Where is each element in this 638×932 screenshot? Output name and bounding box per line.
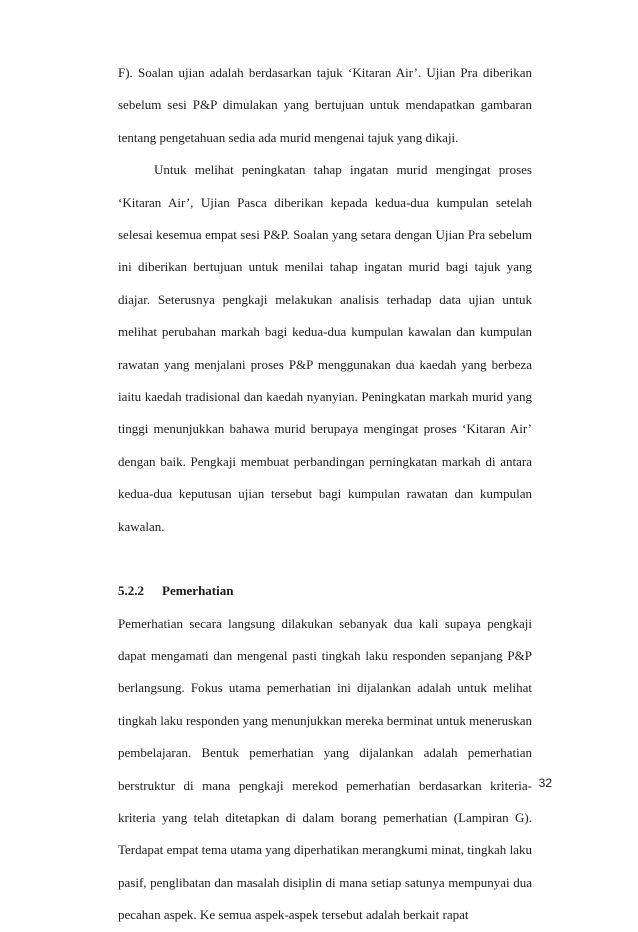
body-text [118,57,532,932]
paragraph-test-description: F). Soalan ujian adalah berdasarkan tajuk ‘Kitaran Air’. Ujian Pra diberikan sebelum sesi P&P dimulakan yang bertujuan untuk mendapatkan gambaran tentang pengetahuan sedia ada murid mengenai tajuk yang dikaji. [118,65,532,145]
paragraph-post-test: Untuk melihat peningkatan tahap ingatan murid mengingat proses ‘Kitaran Air’, Ujian Pasca diberikan kepada kedua-dua kumpulan setelah selesai kesemua empat sesi P&P. Soalan yang setara dengan Ujian Pra sebelum ini diberikan bertujuan untuk menilai tahap ingatan murid bagi tajuk yang diajar. Seterusnya pengkaji melakukan analisis terhadap data ujian untuk melihat perubahan markah bagi kedua-dua kumpulan kawalan dan kumpulan rawatan yang menjalani proses P&P menggunakan dua kaedah yang berbeza iaitu kaedah tradisional dan kaedah nyanyian. Peningkatan markah murid yang tinggi menunjukkan bahawa murid berupaya mengingat proses ‘Kitaran Air’ dengan baik. Pengkaji membuat perbandingan perningkatan markah di antara kedua-dua keputusan ujian tersebut bagi kumpulan rawatan dan kumpulan kawalan. [118,162,532,534]
section-spacer [118,543,532,575]
page-number: 32 [538,776,552,790]
section-number: 5.2.2 [118,583,144,599]
section-title: Pemerhatian [162,583,234,599]
paragraph-observation: Pemerhatian secara langsung dilakukan sebanyak dua kali supaya pengkaji dapat mengamati dan mengenal pasti tingkah laku responden sepanjang P&P berlangsung. Fokus utama pemerhatian ini dijalankan adalah untuk melihat tingkah laku responden yang menunjukkan mereka berminat untuk meneruskan pembelajaran. Bentuk pemerhatian yang dijalankan adalah pemerhatian berstruktur di mana pengkaji merekod pemerhatian berdasarkan kriteria-kriteria yang telah ditetapkan di dalam borang pemerhatian (Lampiran G). Terdapat empat tema utama yang diperhatikan merangkumi minat, tingkah laku pasif, penglibatan dan masalah disiplin di mana setiap satunya mempunyai dua pecahan aspek. Ke semua aspek-aspek tersebut adalah berkait rapat [118,615,532,923]
section-heading [118,575,532,607]
